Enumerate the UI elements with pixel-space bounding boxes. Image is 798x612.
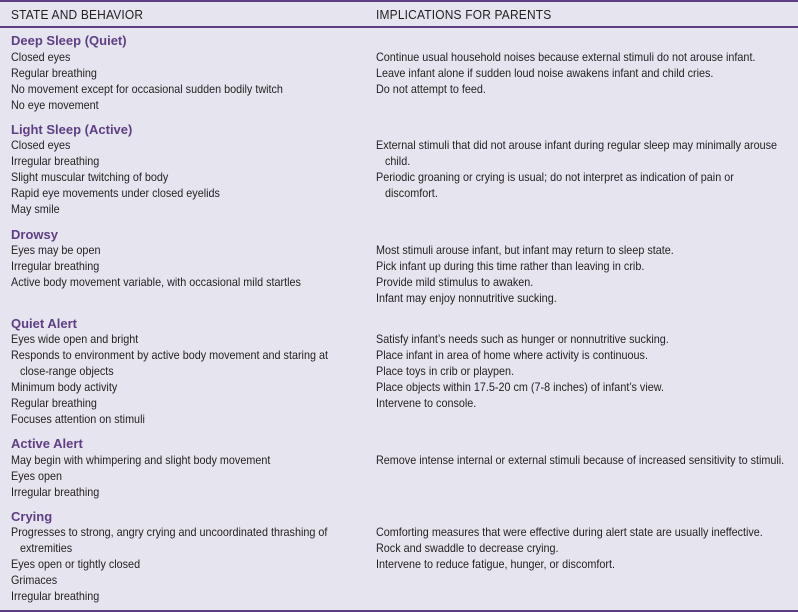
behavior-item: Irregular breathing [11, 154, 100, 168]
section-title: Light Sleep (Active) [11, 122, 133, 137]
behavior-item: Closed eyes [11, 138, 71, 152]
implication-item: Comforting measures that were effective during alert state are usually ineffective. [376, 525, 763, 539]
behavior-item: Responds to environment by active body movement and staring at [11, 348, 328, 362]
implication-item: child. [385, 154, 411, 168]
implication-item: Intervene to console. [376, 396, 477, 410]
behavior-item: Minimum body activity [11, 380, 118, 394]
section-title: Deep Sleep (Quiet) [11, 33, 127, 48]
section-title: Quiet Alert [11, 316, 77, 331]
behavior-item: Regular breathing [11, 66, 97, 80]
implication-item: Infant may enjoy nonnutritive sucking. [376, 291, 557, 305]
behavior-item: Slight muscular twitching of body [11, 170, 169, 184]
header-implications: IMPLICATIONS FOR PARENTS [376, 7, 552, 22]
behavior-list [11, 452, 356, 500]
behavior-list [11, 242, 356, 290]
behavior-item: Grimaces [11, 573, 58, 587]
behavior-item: Irregular breathing [11, 589, 100, 603]
behavior-item: Focuses attention on stimuli [11, 412, 145, 426]
implications-list [376, 524, 796, 572]
behavior-item: Eyes wide open and bright [11, 332, 139, 346]
behavior-item: Closed eyes [11, 50, 71, 64]
implication-item: Rock and swaddle to decrease crying. [376, 541, 559, 555]
implications-list [376, 137, 796, 201]
behavior-item: Eyes open or tightly closed [11, 557, 141, 571]
behavior-item: No movement except for occasional sudden bodily twitch [11, 82, 283, 96]
implication-item: Provide mild stimulus to awaken. [376, 275, 534, 289]
implication-item: External stimuli that did not arouse infant during regular sleep may minimally arouse [376, 138, 778, 152]
section-title: Drowsy [11, 227, 58, 242]
implication-item: Do not attempt to feed. [376, 82, 486, 96]
behavior-item: Irregular breathing [11, 485, 100, 499]
behavior-item: Active body movement variable, with occasional mild startles [11, 275, 301, 289]
implications-list [376, 452, 796, 468]
section-title: Active Alert [11, 436, 83, 451]
implication-item: Leave infant alone if sudden loud noise awakens infant and child cries. [376, 66, 714, 80]
implication-item: Place toys in crib or playpen. [376, 364, 515, 378]
implication-item: Continue usual household noises because external stimuli do not arouse infant. [376, 50, 756, 64]
behavior-list [11, 331, 356, 427]
implication-item: Intervene to reduce fatigue, hunger, or discomfort. [376, 557, 615, 571]
behavior-item: Irregular breathing [11, 259, 100, 273]
implication-item: Most stimuli arouse infant, but infant may return to sleep state. [376, 243, 674, 257]
behavior-item: Rapid eye movements under closed eyelids [11, 186, 220, 200]
implication-item: Satisfy infant’s needs such as hunger or nonnutritive sucking. [376, 332, 669, 346]
behavior-item: Eyes may be open [11, 243, 101, 257]
header-state-behavior: STATE AND BEHAVIOR [11, 7, 144, 22]
behavior-item: May begin with whimpering and slight body movement [11, 453, 271, 467]
behavior-item: extremities [20, 541, 73, 555]
implication-item: Place infant in area of home where activity is continuous. [376, 348, 648, 362]
implication-item: discomfort. [385, 186, 438, 200]
implications-list [376, 331, 796, 411]
implication-item: Place objects within 17.5-20 cm (7-8 inches) of infant’s view. [376, 380, 664, 394]
implication-item: Pick infant up during this time rather than leaving in crib. [376, 259, 645, 273]
behavior-item: Regular breathing [11, 396, 97, 410]
behavior-list [11, 137, 356, 217]
implications-list [376, 49, 796, 97]
implication-item: Remove intense internal or external stimuli because of increased sensitivity to stimuli. [376, 453, 785, 467]
behavior-item: No eye movement [11, 98, 99, 112]
behavior-item: close-range objects [20, 364, 114, 378]
behavior-list [11, 49, 356, 113]
table-header [0, 0, 798, 28]
behavior-item: May smile [11, 202, 60, 216]
behavior-list [11, 524, 356, 604]
behavior-item: Eyes open [11, 469, 63, 483]
section-title: Crying [11, 509, 53, 524]
implication-item: Periodic groaning or crying is usual; do not interpret as indication of pain or [376, 170, 734, 184]
implications-list [376, 242, 796, 306]
behavior-item: Progresses to strong, angry crying and uncoordinated thrashing of [11, 525, 328, 539]
